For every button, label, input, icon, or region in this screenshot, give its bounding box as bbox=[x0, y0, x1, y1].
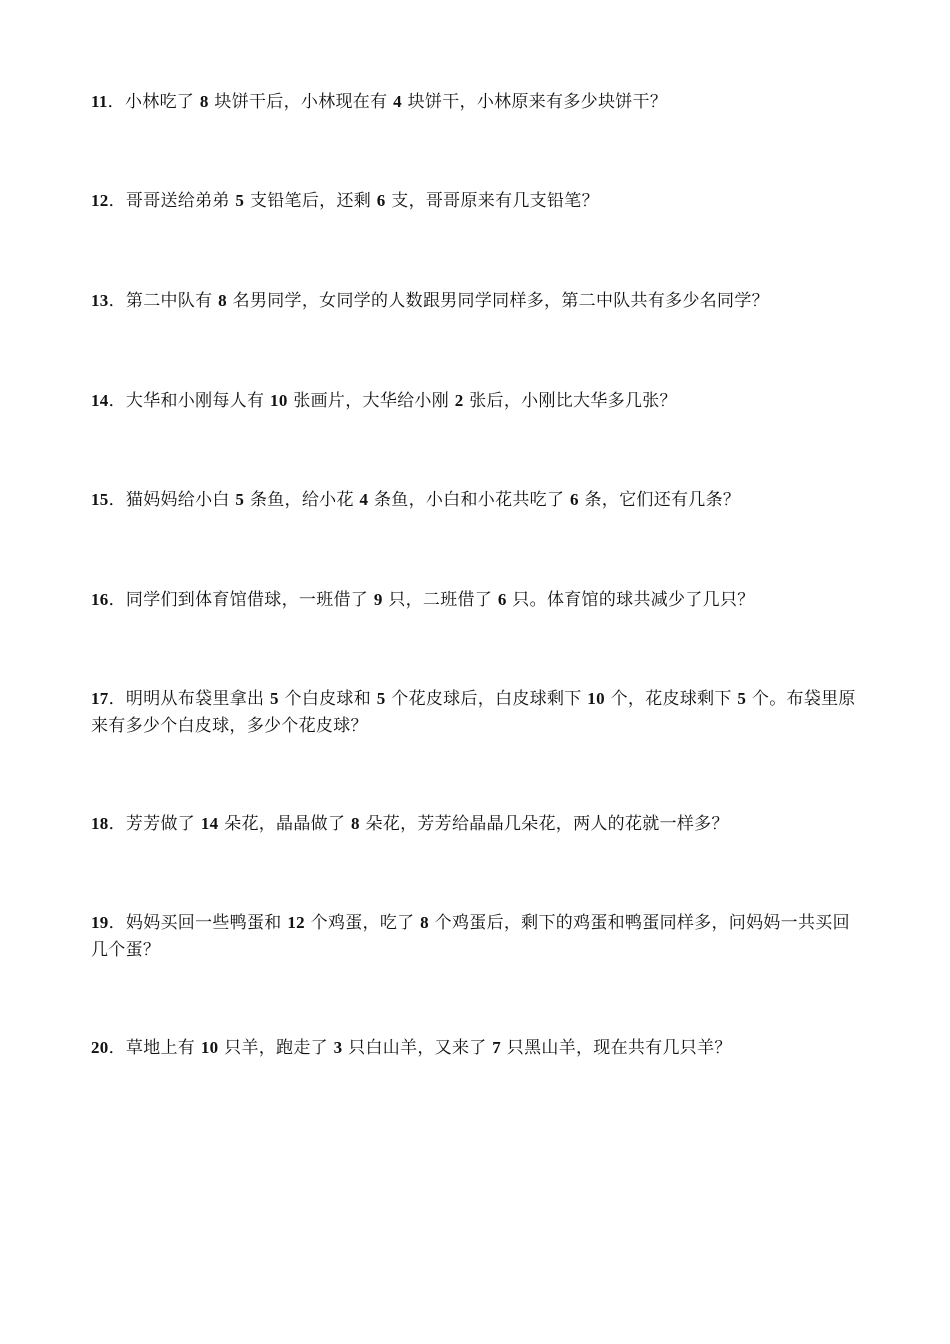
number-value: 5 bbox=[737, 689, 747, 708]
question-text: 支铅笔后，还剩 bbox=[244, 191, 377, 211]
number-value: 12 bbox=[287, 913, 305, 932]
question-text: ．明明从布袋里拿出 bbox=[108, 689, 271, 709]
question-12 bbox=[91, 187, 861, 215]
question-number: 19 bbox=[91, 913, 109, 932]
number-value: 5 bbox=[376, 689, 386, 708]
question-text: 只，二班借了 bbox=[382, 590, 498, 610]
question-text: 只黑山羊，现在共有几只羊？ bbox=[501, 1038, 732, 1058]
question-11 bbox=[91, 88, 861, 116]
question-number: 20 bbox=[91, 1038, 109, 1057]
number-value: 8 bbox=[199, 92, 209, 111]
question-text: 朵花，晶晶做了 bbox=[218, 814, 351, 834]
number-value: 8 bbox=[420, 913, 429, 932]
number-value: 6 bbox=[376, 191, 386, 210]
question-text: ．大华和小刚每人有 bbox=[108, 391, 271, 411]
number-value: 5 bbox=[235, 490, 245, 509]
number-value: 10 bbox=[270, 391, 288, 410]
question-text: 条鱼，给小花 bbox=[244, 490, 360, 510]
question-19 bbox=[91, 909, 861, 964]
question-13 bbox=[91, 287, 861, 315]
number-value: 10 bbox=[587, 689, 605, 708]
number-value: 5 bbox=[270, 689, 279, 708]
question-text: 块饼干，小林原来有多少块饼干？ bbox=[401, 92, 668, 112]
question-text: 条，它们还有几条？ bbox=[578, 490, 741, 510]
question-text: 只白山羊，又来了 bbox=[342, 1038, 493, 1058]
question-number: 11 bbox=[91, 92, 108, 111]
number-value: 7 bbox=[492, 1038, 502, 1057]
question-text: 名男同学，女同学的人数跟男同学同样多，第二中队共有多少名同学？ bbox=[226, 291, 769, 311]
question-15 bbox=[91, 486, 861, 514]
question-text: 个花皮球后，白皮球剩下 bbox=[385, 689, 588, 709]
question-text: ．小林吃了 bbox=[107, 92, 200, 112]
number-value: 2 bbox=[454, 391, 464, 410]
question-text: 个鸡蛋后，剩下的鸡蛋和鸭蛋同样多，问妈妈一共买回几个蛋？ bbox=[91, 913, 850, 960]
number-value: 3 bbox=[333, 1038, 343, 1057]
question-text: 条鱼，小白和小花共吃了 bbox=[368, 490, 570, 510]
question-text: ．猫妈妈给小白 bbox=[108, 490, 236, 510]
question-number: 15 bbox=[91, 490, 109, 509]
question-number: 12 bbox=[91, 191, 109, 210]
question-16 bbox=[91, 586, 861, 614]
question-text: 只。体育馆的球共减少了几只？ bbox=[506, 590, 755, 610]
question-text: ．草地上有 bbox=[108, 1038, 201, 1058]
question-18 bbox=[91, 810, 861, 838]
question-text: 个。布袋里原来有多少个白皮球，多少个花皮球？ bbox=[91, 689, 856, 736]
question-text: ．同学们到体育馆借球，一班借了 bbox=[108, 590, 374, 610]
question-text: 支，哥哥原来有几支铅笔？ bbox=[385, 191, 599, 211]
number-value: 5 bbox=[235, 191, 245, 210]
number-value: 9 bbox=[373, 590, 383, 609]
number-value: 6 bbox=[497, 590, 507, 609]
number-value: 4 bbox=[393, 92, 402, 111]
question-text: ．第二中队有 bbox=[108, 291, 219, 311]
number-value: 8 bbox=[218, 291, 227, 310]
question-14 bbox=[91, 387, 861, 415]
question-number: 18 bbox=[91, 814, 109, 833]
question-text: 个白皮球和 bbox=[278, 689, 377, 709]
question-text: 块饼干后，小林现在有 bbox=[208, 92, 394, 112]
question-text: ．妈妈买回一些鸭蛋和 bbox=[108, 913, 288, 933]
question-number: 16 bbox=[91, 590, 109, 609]
question-text: ．芳芳做了 bbox=[108, 814, 201, 834]
question-text: 只羊，跑走了 bbox=[218, 1038, 334, 1058]
number-value: 8 bbox=[350, 814, 360, 833]
number-value: 10 bbox=[200, 1038, 219, 1057]
question-number: 13 bbox=[91, 291, 109, 310]
number-value: 14 bbox=[200, 814, 219, 833]
question-text: 张画片，大华给小刚 bbox=[287, 391, 455, 411]
question-20 bbox=[91, 1034, 861, 1062]
question-text: 个鸡蛋，吃了 bbox=[304, 913, 421, 933]
question-text: 朵花，芳芳给晶晶几朵花，两人的花就一样多？ bbox=[359, 814, 729, 834]
question-17 bbox=[91, 685, 861, 740]
question-number: 17 bbox=[91, 689, 109, 708]
number-value: 4 bbox=[359, 490, 369, 509]
question-number: 14 bbox=[91, 391, 109, 410]
question-text: ．哥哥送给弟弟 bbox=[108, 191, 236, 211]
question-text: 个，花皮球剩下 bbox=[604, 689, 738, 709]
number-value: 6 bbox=[569, 490, 579, 509]
question-text: 张后，小刚比大华多几张？ bbox=[463, 391, 677, 411]
